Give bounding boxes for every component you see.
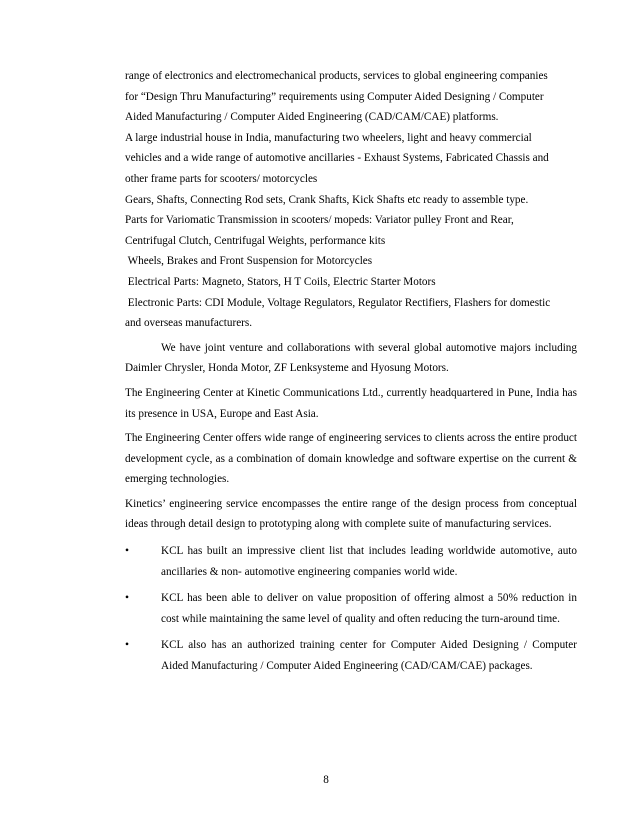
bullet-icon: •: [125, 639, 130, 652]
bullet-text: KCL also has an authorized training center for Computer Aided Designing / Computer Aided Manufacturing / Computer Aided Engineering (CAD/CAM/CAE) packages.: [161, 639, 577, 673]
bullet-text: KCL has built an impressive client list that includes leading worldwide automotive, auto ancillaries & non- automotive engineering companies world wide.: [161, 545, 577, 578]
text-line: Aided Manufacturing / Computer Aided Engineering (CAD/CAM/CAE) platforms.: [125, 111, 499, 124]
text-line: A large industrial house in India, manufacturing two wheelers, light and heavy commercial: [125, 131, 532, 144]
bullet-item: [125, 541, 577, 582]
bullet-icon: •: [125, 545, 130, 558]
text-line: range of electronics and electromechanical products, services to global engineering companies: [125, 70, 548, 82]
bullet-item: [125, 588, 577, 629]
joint-venture-paragraph: We have joint venture and collaborations with several global automotive majors including Daimler Chrysler, Honda Motor, ZF Lenksysteme and Hyosung Motors.: [125, 341, 577, 375]
text-line: for “Design Thru Manufacturing” requirements using Computer Aided Designing / Computer: [125, 90, 544, 103]
text-line: Electronic Parts: CDI Module, Voltage Regulators, Regulator Rectifiers, Flashers for domestic: [125, 296, 551, 309]
text-line: vehicles and a wide range of automotive ancillaries - Exhaust Systems, Fabricated Chassis and: [125, 152, 549, 165]
intro-lines: [125, 66, 577, 334]
page-number: 8: [323, 774, 329, 786]
services-paragraph: The Engineering Center offers wide range of engineering services to clients across the entire product development cycle, as a combination of domain knowledge and software expertise on the current & emerging technologies.: [125, 432, 577, 486]
text-line: Centrifugal Clutch, Centrifugal Weights, performance kits: [125, 234, 386, 247]
bullet-item: [125, 635, 577, 676]
text-line: Wheels, Brakes and Front Suspension for Motorcycles: [125, 255, 373, 268]
bullet-icon: •: [125, 592, 130, 605]
text-line: Gears, Shafts, Connecting Rod sets, Crank Shafts, Kick Shafts etc ready to assemble type.: [125, 193, 529, 206]
text-line: other frame parts for scooters/ motorcycles: [125, 172, 318, 185]
text-line: Parts for Variomatic Transmission in scooters/ mopeds: Variator pulley Front and Rear,: [125, 214, 514, 227]
engineering-center-paragraph: The Engineering Center at Kinetic Communications Ltd., currently headquartered in Pune, India has its presence in USA, Europe and East Asia.: [125, 386, 577, 420]
bullet-list: [125, 541, 577, 677]
text-line: Electrical Parts: Magneto, Stators, H T Coils, Electric Starter Motors: [125, 275, 436, 288]
page-body: [125, 66, 577, 677]
kinetics-paragraph: Kinetics’ engineering service encompasses the entire range of the design process from conceptual ideas through detail design to prototyping along with complete suite of manufacturing services.: [125, 497, 577, 531]
text-line: and overseas manufacturers.: [125, 317, 253, 330]
bullet-text: KCL has been able to deliver on value proposition of offering almost a 50% reduction in cost while maintaining the same level of quality and often reducing the turn-around time.: [161, 592, 577, 625]
